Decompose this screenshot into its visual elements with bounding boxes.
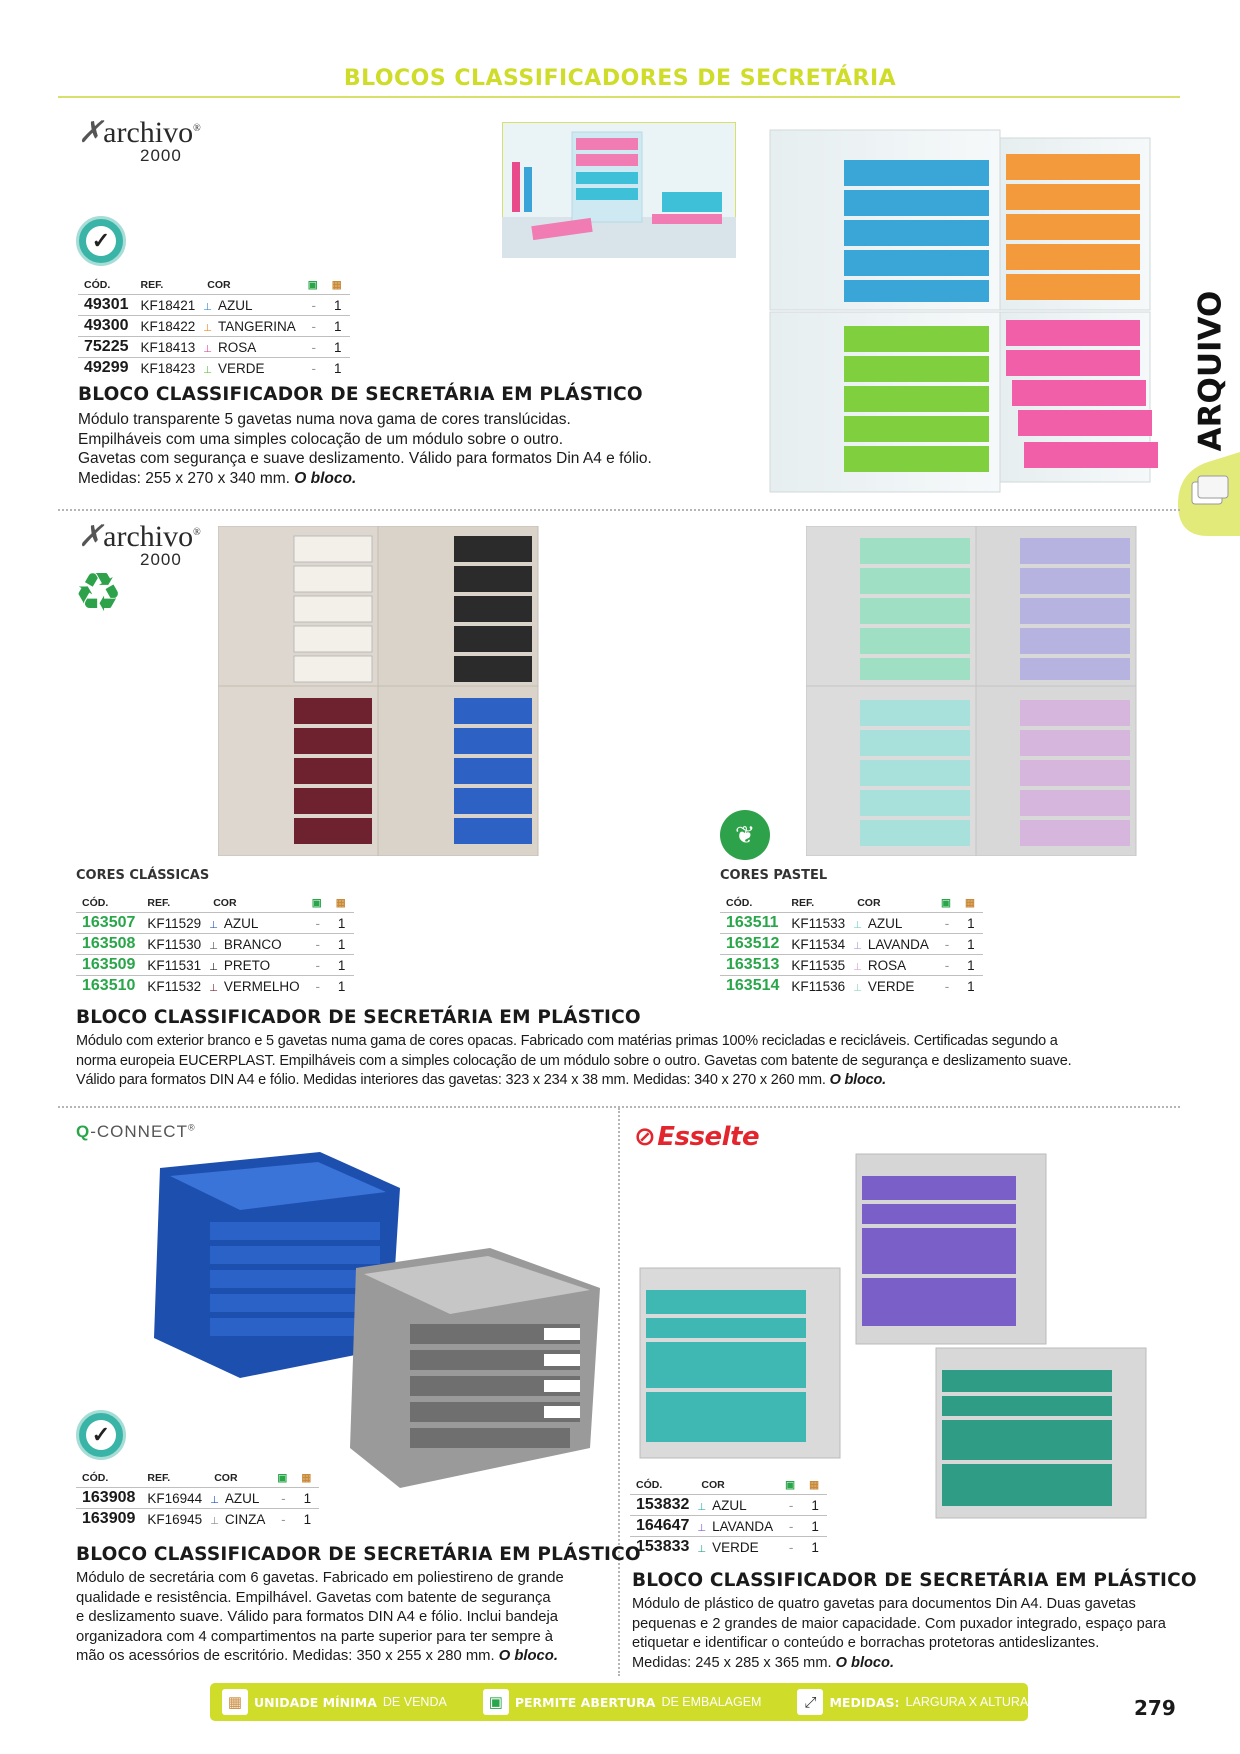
min-unit-value: 1 — [326, 337, 350, 358]
product-code: 49299 — [78, 358, 135, 379]
color-name: VERDE — [712, 1539, 759, 1555]
product-code: 153832 — [630, 1495, 695, 1516]
legend-dims-label: MEDIDAS: — [829, 1694, 900, 1710]
open-pack-value: - — [935, 955, 959, 976]
product-color — [201, 316, 301, 337]
color-name: BRANCO — [223, 936, 282, 952]
table-row — [720, 976, 983, 997]
section-divider — [58, 509, 1180, 511]
product-ref: KF16945 — [141, 1509, 208, 1530]
table-row — [720, 934, 983, 955]
color-name: ROSA — [867, 957, 907, 973]
table-row — [76, 934, 354, 955]
product4-desc-line: pequenas e 2 grandes de maior capacidade. Com puxador integrado, espaço para — [632, 1615, 1166, 1632]
col-cod: CÓD. — [82, 1472, 109, 1484]
col-ref: REF. — [791, 897, 815, 909]
product-color — [695, 1537, 779, 1558]
product2-heading: BLOCO CLASSIFICADOR DE SECRETÁRIA EM PLÁSTICO — [76, 1007, 641, 1028]
eco-leaf-icon: ❦ — [720, 810, 770, 860]
min-unit-value: 1 — [803, 1495, 827, 1516]
product-ref: KF18423 — [135, 358, 202, 379]
product4-desc-line: Módulo de plástico de quatro gavetas para documentos Din A4. Duas gavetas — [632, 1596, 1136, 1612]
col-cor: COR — [213, 897, 237, 909]
product3-heading: BLOCO CLASSIFICADOR DE SECRETÁRIA EM PLÁSTICO — [76, 1544, 641, 1565]
product2-unit: O bloco. — [829, 1072, 886, 1088]
legend-unit-text: DE VENDA — [382, 1695, 447, 1709]
product-color — [201, 358, 301, 379]
table-row — [720, 913, 983, 934]
product4-heading: BLOCO CLASSIFICADOR DE SECRETÁRIA EM PLÁSTICO — [632, 1570, 1197, 1591]
product3-desc-line: organizadora com 4 compartimentos na parte superior para ter sempre à — [76, 1628, 554, 1645]
product-color — [201, 295, 301, 316]
product-ref: KF18413 — [135, 337, 202, 358]
qconnect-logo-reg: ® — [187, 1122, 196, 1133]
min-unit-value: 1 — [330, 913, 354, 934]
product1-measures: Medidas: 255 x 270 x 340 mm. — [78, 469, 290, 487]
recycle-icon: ♻ — [74, 563, 123, 623]
open-pack-value: - — [302, 295, 326, 316]
min-unit-value: 1 — [326, 316, 350, 337]
product-color — [207, 913, 306, 934]
product3-unit: O bloco. — [498, 1648, 558, 1664]
archivo-logo-reg: ® — [193, 527, 201, 538]
product-color — [207, 976, 306, 997]
box-icon: ▦ — [222, 1689, 248, 1715]
color-swatch-icon: ⊥ — [853, 919, 862, 931]
product-code: 75225 — [78, 337, 135, 358]
color-swatch-icon: ⊥ — [209, 961, 218, 973]
min-unit-value: 1 — [803, 1516, 827, 1537]
product-code: 163511 — [720, 913, 785, 934]
product-color — [208, 1488, 271, 1509]
product-color — [201, 337, 301, 358]
quality-seal-icon: ✓ — [76, 1410, 126, 1460]
color-swatch-icon: ⊥ — [209, 940, 218, 952]
legend-dims — [797, 1689, 1142, 1715]
product1-desc-line: Gavetas com segurança e suave deslizamento. Válido para formatos Din A4 e fólio. — [78, 450, 652, 467]
table-row — [720, 955, 983, 976]
min-unit-value: 1 — [959, 976, 983, 997]
product2-measures: Válido para formatos DIN A4 e fólio. Medidas interiores das gavetas: 323 x 234 x 38 mm. Medidas: 340 x 270 x 260 mm. — [76, 1072, 826, 1088]
product1-heading: BLOCO CLASSIFICADOR DE SECRETÁRIA EM PLÁSTICO — [78, 384, 643, 405]
footer-legend — [210, 1683, 1143, 1721]
min-unit-value: 1 — [295, 1509, 319, 1530]
product2-desc-line: norma europeia EUCERPLAST. Empilháveis com a simples colocação de um módulo sobre o outro. Gavetas com batente de segurança e deslizamento suave. — [76, 1052, 1072, 1069]
product-ref: KF16944 — [141, 1488, 208, 1509]
color-swatch-icon: ⊥ — [203, 301, 213, 313]
product-code: 163512 — [720, 934, 785, 955]
product-color — [851, 976, 935, 997]
title-underline — [58, 96, 1180, 98]
open-pack-value: - — [306, 955, 330, 976]
side-tab-icon — [1178, 452, 1240, 536]
col-ref: REF. — [140, 279, 164, 291]
min-unit-value: 1 — [959, 934, 983, 955]
open-pack-value: - — [935, 934, 959, 955]
product1-desc-line: Empilháveis com uma simples colocação de um módulo sobre o outro. — [78, 430, 564, 448]
color-name: AZUL — [224, 1490, 260, 1506]
open-pack-value: - — [306, 934, 330, 955]
product4-table — [630, 1478, 827, 1557]
product-ref: KF11529 — [141, 913, 207, 934]
box-icon: ▦ — [964, 897, 975, 909]
qconnect-logo-name: -CONNECT — [90, 1122, 188, 1141]
product-color — [695, 1516, 779, 1537]
product2-classic-photo — [218, 526, 598, 856]
product-code: 163508 — [76, 934, 141, 955]
product1-description — [78, 410, 758, 488]
classic-colors-label: CORES CLÁSSICAS — [76, 868, 210, 883]
product1-photo — [764, 124, 1164, 504]
table-row — [76, 955, 354, 976]
color-swatch-icon: ⊥ — [203, 364, 213, 376]
product1-lifestyle-photo — [502, 122, 736, 258]
product1-table — [78, 278, 350, 378]
color-name: AZUL — [223, 915, 259, 931]
min-unit-value: 1 — [326, 358, 350, 379]
product3-desc-line: e deslizamento suave. Válido para formatos DIN A4 e fólio. Inclui bandeja — [76, 1609, 558, 1625]
legend-open-text: DE EMBALAGEM — [661, 1695, 762, 1709]
product2-pastel-table — [720, 896, 983, 996]
legend-unit — [222, 1689, 447, 1715]
side-tab — [1180, 290, 1240, 452]
min-unit-value: 1 — [959, 913, 983, 934]
qconnect-logo — [76, 1122, 196, 1142]
color-swatch-icon: ⊥ — [697, 1501, 707, 1513]
min-unit-value: 1 — [330, 955, 354, 976]
color-name: VERDE — [867, 978, 915, 994]
product-ref: KF11531 — [141, 955, 207, 976]
product-code: 49301 — [78, 295, 135, 316]
legend-unit-label: UNIDADE MÍNIMA — [254, 1694, 377, 1710]
legend-dims-text: LARGURA X ALTURA X PROFUNDIDADE — [905, 1695, 1143, 1709]
color-name: LAVANDA — [712, 1518, 774, 1534]
archivo-logo-name: archivo — [103, 116, 194, 149]
open-pack-value: - — [306, 913, 330, 934]
product-ref: KF11533 — [785, 913, 851, 934]
product-code: 163509 — [76, 955, 141, 976]
table-row — [630, 1516, 827, 1537]
color-name: CINZA — [224, 1511, 266, 1527]
table-row — [76, 913, 354, 934]
product-code: 164647 — [630, 1516, 695, 1537]
open-pack-value: - — [306, 976, 330, 997]
col-cod: CÓD. — [636, 1479, 663, 1491]
min-unit-value: 1 — [330, 934, 354, 955]
quality-seal-icon: ✓ — [76, 216, 126, 266]
color-name: AZUL — [712, 1497, 747, 1513]
archivo-logo-year: 2000 — [140, 146, 182, 165]
product-ref: KF11532 — [141, 976, 207, 997]
table-row — [78, 316, 350, 337]
product1-desc-line: Módulo transparente 5 gavetas numa nova gama de cores translúcidas. — [78, 411, 571, 428]
product3-description — [76, 1569, 616, 1667]
product-ref: KF11530 — [141, 934, 207, 955]
legend-open-label: PERMITE ABERTURA — [514, 1694, 656, 1710]
product4-desc-line: etiquetar e identificar o conteúdo e borrachas protetoras antideslizantes. — [632, 1635, 1100, 1651]
table-row — [76, 976, 354, 997]
open-pack-icon: ▣ — [785, 1479, 796, 1491]
product3-table — [76, 1471, 319, 1529]
legend-open — [483, 1689, 762, 1715]
min-unit-value: 1 — [803, 1537, 827, 1558]
column-divider — [618, 1108, 620, 1676]
col-ref: REF. — [147, 897, 171, 909]
side-tab-label: ARQUIVO — [1192, 290, 1229, 452]
product2-classic-table — [76, 896, 354, 996]
table-row — [76, 1488, 319, 1509]
color-swatch-icon: ⊥ — [209, 982, 218, 994]
color-swatch-icon: ⊥ — [209, 919, 218, 931]
product2-desc-line: Módulo com exterior branco e 5 gavetas numa gama de cores opacas. Fabricado com matérias primas 100% recicladas e recicláveis. Certificadas segundo a — [76, 1033, 1058, 1049]
color-name: TANGERINA — [218, 318, 296, 334]
min-unit-value: 1 — [959, 955, 983, 976]
product2-pastel-photo — [806, 526, 1166, 856]
product-color — [851, 934, 935, 955]
product3-desc-line: Módulo de secretária com 6 gavetas. Fabricado em poliestireno de grande — [76, 1570, 564, 1586]
color-swatch-icon: ⊥ — [697, 1522, 707, 1534]
col-ref: REF. — [147, 1472, 171, 1484]
esselte-logo: ⊘Esselte — [634, 1122, 760, 1152]
color-swatch-icon: ⊥ — [853, 961, 862, 973]
color-name: VERMELHO — [223, 978, 300, 994]
product3-measures: mão os acessórios de escritório. Medidas: 350 x 255 x 280 mm. — [76, 1648, 495, 1664]
archivo-logo: ✗archivo® 2000 — [78, 520, 201, 569]
open-pack-value: - — [271, 1509, 295, 1530]
color-swatch-icon: ⊥ — [210, 1515, 219, 1527]
product-code: 163507 — [76, 913, 141, 934]
page-title: BLOCOS CLASSIFICADORES DE SECRETÁRIA — [343, 66, 897, 91]
product-ref: KF11536 — [785, 976, 851, 997]
box-icon: ▦ — [331, 279, 342, 291]
min-unit-value: 1 — [330, 976, 354, 997]
qconnect-logo-q: Q — [76, 1122, 91, 1141]
color-name: LAVANDA — [867, 936, 929, 952]
open-pack-value: - — [302, 358, 326, 379]
color-swatch-icon: ⊥ — [697, 1543, 707, 1555]
product-ref: KF18422 — [135, 316, 202, 337]
product4-measures: Medidas: 245 x 285 x 365 mm. — [632, 1654, 832, 1671]
color-name: AZUL — [218, 297, 253, 313]
product-code: 163909 — [76, 1509, 141, 1530]
product-code: 163513 — [720, 955, 785, 976]
archivo-logo-year: 2000 — [140, 550, 182, 569]
open-pack-value: - — [779, 1516, 803, 1537]
min-unit-value: 1 — [326, 295, 350, 316]
product2-description — [76, 1032, 1176, 1091]
open-pack-value: - — [779, 1537, 803, 1558]
product-code: 163510 — [76, 976, 141, 997]
open-pack-icon: ▣ — [277, 1472, 288, 1484]
color-name: VERDE — [218, 360, 265, 376]
product-color — [207, 955, 306, 976]
table-row — [76, 1509, 319, 1530]
product-color — [695, 1495, 779, 1516]
pastel-colors-label: CORES PASTEL — [720, 868, 828, 883]
open-pack-value: - — [935, 913, 959, 934]
open-pack-value: - — [302, 337, 326, 358]
col-cor: COR — [701, 1479, 725, 1491]
col-cor: COR — [207, 279, 231, 291]
product-color — [851, 913, 935, 934]
product3-photo — [150, 1148, 610, 1488]
col-cod: CÓD. — [82, 897, 109, 909]
archivo-logo-reg: ® — [193, 123, 201, 134]
product4-photo — [636, 1148, 1156, 1528]
table-row — [78, 337, 350, 358]
color-name: PRETO — [223, 957, 271, 973]
open-pack-icon: ▣ — [307, 279, 318, 291]
product-ref: KF11535 — [785, 955, 851, 976]
product-color — [208, 1509, 271, 1530]
product-code: 163514 — [720, 976, 785, 997]
open-pack-value: - — [935, 976, 959, 997]
open-pack-icon: ▣ — [940, 897, 951, 909]
product4-unit: O bloco. — [835, 1654, 894, 1671]
box-icon: ▦ — [301, 1472, 312, 1484]
open-pack-value: - — [779, 1495, 803, 1516]
product3-desc-line: qualidade e resistência. Empilhável. Gavetas com batente de segurança — [76, 1589, 551, 1606]
color-swatch-icon: ⊥ — [853, 940, 862, 952]
color-swatch-icon: ⊥ — [203, 343, 213, 355]
page-number: 279 — [1134, 1696, 1176, 1720]
product-ref: KF18421 — [135, 295, 202, 316]
open-pack-icon: ▣ — [483, 1689, 509, 1715]
archivo-logo-name: archivo — [103, 520, 194, 553]
color-name: ROSA — [218, 339, 257, 355]
color-swatch-icon: ⊥ — [210, 1494, 219, 1506]
open-pack-value: - — [271, 1488, 295, 1509]
product-ref: KF11534 — [785, 934, 851, 955]
color-name: AZUL — [867, 915, 903, 931]
product-code: 153833 — [630, 1537, 695, 1558]
product-color — [207, 934, 306, 955]
open-pack-icon: ▣ — [311, 897, 322, 909]
product1-unit: O bloco. — [294, 469, 357, 487]
table-row — [630, 1537, 827, 1558]
color-swatch-icon: ⊥ — [203, 322, 213, 334]
min-unit-value: 1 — [295, 1488, 319, 1509]
box-icon: ▦ — [335, 897, 346, 909]
table-row — [78, 358, 350, 379]
col-cod: CÓD. — [726, 897, 753, 909]
col-cor: COR — [214, 1472, 238, 1484]
product-code: 163908 — [76, 1488, 141, 1509]
archivo-logo: ✗archivo® 2000 — [78, 116, 201, 165]
product4-description — [632, 1595, 1172, 1673]
product-color — [851, 955, 935, 976]
dimensions-icon: ⤢ — [797, 1689, 823, 1715]
product-code: 49300 — [78, 316, 135, 337]
color-swatch-icon: ⊥ — [853, 982, 862, 994]
table-row — [78, 295, 350, 316]
col-cod: CÓD. — [84, 279, 111, 291]
col-cor: COR — [857, 897, 881, 909]
box-icon: ▦ — [809, 1479, 820, 1491]
open-pack-value: - — [302, 316, 326, 337]
table-row — [630, 1495, 827, 1516]
esselte-logo-name: Esselte — [657, 1122, 760, 1152]
